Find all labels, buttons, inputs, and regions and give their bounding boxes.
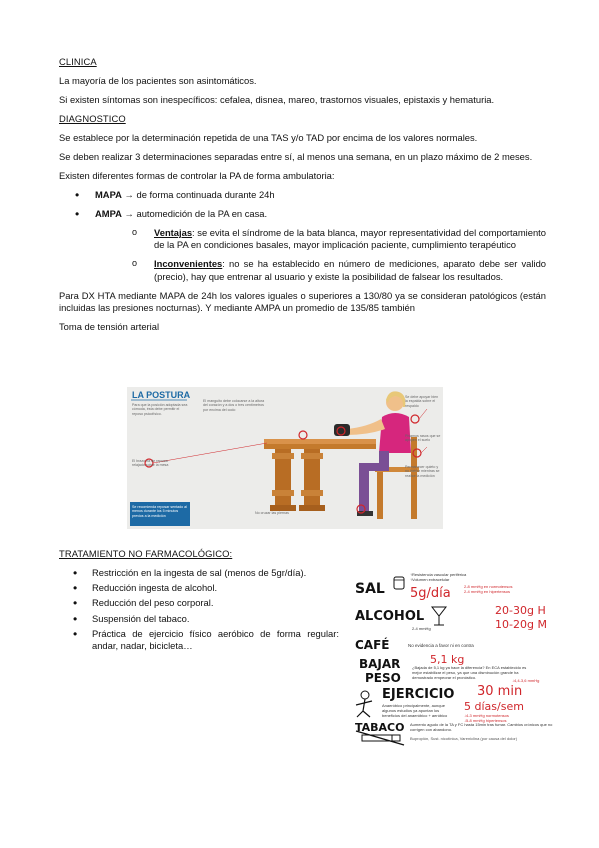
note-left: Para que la posición adoptada sea cómoda, ésta debe permitir el reposo psicofísico.	[132, 403, 188, 416]
figure-title: LA POSTURA	[132, 390, 191, 400]
ampa-subitems	[59, 227, 546, 283]
list-item: • Restricción en la ingesta de sal (menos de 5gr/día).	[92, 567, 339, 579]
tabaco-note: Aumento agudo de la TA y FC hasta 15min tras fumar. Cambios crónicos que no corrigen con abandono.	[410, 722, 553, 732]
ejercicio-mmhg: ↓4-3 mmHg normotensos ↓5-8 mmHg hipertensos	[464, 713, 509, 723]
alcohol-label: ALCOHOL	[355, 609, 425, 624]
treatment-infographic	[352, 571, 560, 746]
list-item: • Reducción del peso corporal.	[92, 597, 339, 609]
note-legs: No cruzar las piernas	[255, 511, 289, 515]
posture-figure	[127, 387, 443, 529]
tabaco-label: TABACO	[355, 721, 405, 734]
ventajas-label: Ventajas	[154, 226, 193, 238]
tabaco-drugs: Bupropión, Sust. nicotínica, Vareniclina (por causa del dolor)	[410, 736, 518, 741]
cafe-label: CAFÉ	[355, 638, 390, 652]
inconvenientes-label: Inconvenientes	[154, 258, 223, 270]
cafe-note: No evidencia a favor ni en contra	[408, 643, 474, 648]
peso-label: PESO	[365, 671, 401, 685]
heading-diagnostico: DIAGNOSTICO	[59, 112, 126, 124]
heading-clinica: CLINICA	[59, 56, 97, 67]
note-back: Se debe apoyar bien la espalda sobre el respaldo	[405, 395, 439, 408]
list-item-ampa	[95, 208, 546, 220]
bajar-label: BAJAR	[359, 657, 401, 671]
list-item: • Suspensión del tabaco.	[92, 613, 339, 625]
ampa-text: → automedición de la PA en casa.	[121, 207, 268, 219]
list-item: • Práctica de ejercicio físico aeróbico de forma regular: andar, nadar, bicicleta…	[92, 628, 339, 652]
alcohol-mmhg: 2-4 mmHg	[412, 626, 431, 631]
peso-note: ¿Bajada de 5,1 kg ya hace la diferencia? En ECA establecido es mejor estabilizar el peso, ya que una disminución grande ha demostrado empeorar el pronóstico.	[412, 665, 527, 680]
note-calm: Permanecer quieto y no hablar mientras se realice la medición	[405, 465, 440, 478]
note-arm: El brazo ha de reposar relajado sobre la mesa	[132, 459, 169, 468]
sal-value: 5g/día	[410, 586, 451, 601]
mapa-label: MAPA	[95, 188, 122, 200]
mapa-text: → de forma continuada durante 24h	[121, 188, 275, 200]
ejercicio-note: Anaeróbico principalmente, aunque algunos estudios ya apuntan los beneficios del anaeróbico + aeróbico	[382, 703, 448, 718]
sal-mmhg: 2-8 mmHg en normotensos 2-4 mmHg en hipertensos	[464, 584, 513, 594]
sal-notes: ↑Resistencia vascular periférica ↑Volumen extracelular	[410, 572, 467, 582]
ejercicio-label: EJERCICIO	[382, 687, 455, 702]
diagnostico-p5: Toma de tensión arterial	[59, 321, 160, 333]
sal-label: SAL	[355, 581, 385, 597]
ambulatory-methods-list	[59, 189, 546, 220]
diagnostico-p3: Existen diferentes formas de controlar la PA de forma ambulatoria:	[59, 170, 335, 182]
heading-tratamiento: TRATAMIENTO NO FARMACOLÓGICO:	[59, 548, 233, 559]
ejercicio-value-1: 30 min	[477, 684, 523, 699]
diagnostico-p2: Se deben realizar 3 determinaciones separadas entre sí, al menos una semana, en un plazo máximo de 2 meses.	[59, 151, 533, 163]
clinica-p2: Si existen síntomas son inespecíficos: cefalea, disnea, mareo, trastornos visuales, epistaxis y hematuria.	[59, 94, 495, 106]
alcohol-value-2: 10-20g M	[495, 618, 547, 631]
clinica-p1: La mayoría de los pacientes son asintomáticos.	[59, 75, 257, 87]
tratamiento-list	[92, 567, 339, 655]
ampa-label: AMPA	[95, 207, 122, 219]
list-item-inconvenientes	[154, 258, 546, 282]
document-body	[59, 56, 546, 334]
inconvenientes-text: : no se ha establecido en número de mediciones, aparato debe ser valido (precio), hay que entrenar al usuario y existe la posibilidad de falsear los resultados.	[154, 258, 546, 282]
list-item: • Reducción ingesta de alcohol.	[92, 582, 339, 594]
peso-mmhg: ↓4,4-3,6 mmHg	[512, 678, 540, 683]
diagnostico-p4: Para DX HTA mediante MAPA de 24h los valores iguales o superiores a 130/80 ya se consideran patológicos (están incluidas las presiones nocturnas). Y mediante AMPA un promedio de 135/85 también	[59, 289, 546, 314]
note-cuff: El manguito debe colocarse a la altura del corazón y a dos o tres centímetros por encima del codo	[203, 399, 265, 412]
note-rest-box: Se recomienda reposar sentado al menos durante los 5 minutos previos a la medición	[132, 505, 187, 518]
list-item-ventajas	[154, 227, 546, 251]
list-item-mapa	[95, 189, 546, 201]
ventajas-text: : se evita el síndrome de la bata blanca, mayor representatividad del comportamiento de la PA en condiciones basales, mayor implicación paciente, cumplimiento terapéutico	[154, 226, 546, 251]
note-feet: Pisamos rasos que se apoyen el suelo	[405, 434, 441, 443]
diagnostico-p1: Se establece por la determinación repetida de una TAS y/o TAD por encima de los valores normales.	[59, 131, 478, 143]
peso-value: 5,1 kg	[430, 653, 465, 666]
alcohol-value-1: 20-30g H	[495, 604, 546, 617]
ejercicio-value-2: 5 días/sem	[464, 700, 524, 713]
